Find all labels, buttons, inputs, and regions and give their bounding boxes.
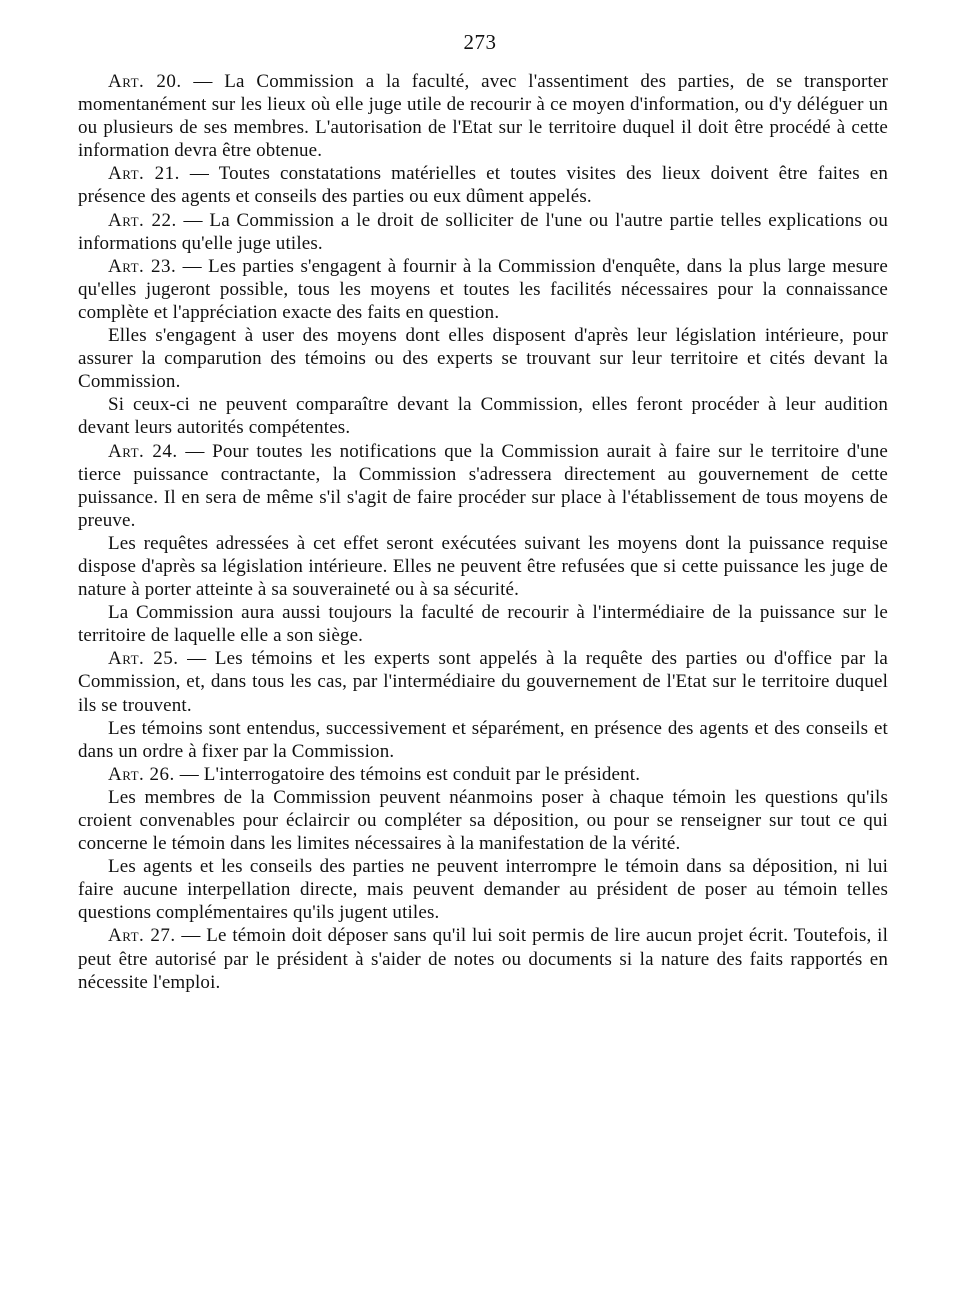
paragraph-art-24-c xyxy=(78,601,888,647)
paragraph-text: — Pour toutes les notifications que la Commission aurait à faire sur le territoire d'une tierce puissance contractante, la Commission s'adressera directement au gouvernement de cette puissance. Il en sera de même s'il s'agit de faire procéder sur place à l'établissement de tous moyens de preuve. xyxy=(78,440,888,531)
paragraph-art-26-b xyxy=(78,786,888,855)
paragraph-art-20 xyxy=(78,70,888,162)
paragraph-art-25 xyxy=(78,647,888,716)
article-label: Art. 20. xyxy=(108,71,182,92)
paragraph-art-23-c xyxy=(78,393,888,439)
article-label: Art. 24. xyxy=(108,440,178,462)
paragraph-art-26-c xyxy=(78,855,888,924)
paragraph-text: Les agents et les conseils des parties ne peuvent interrompre le témoin dans sa déposition, ni lui faire aucune interpellation directe, mais peuvent demander au président de poser au témoin telles questions complémentaires qu'ils jugent utiles. xyxy=(78,856,888,924)
paragraph-text: Elles s'engagent à user des moyens dont elles disposent d'après leur législation intérieure, pour assurer la comparution des témoins ou des experts se trouvant sur leur territoire et cités devant la Commission. xyxy=(78,325,888,393)
paragraph-text: La Commission aura aussi toujours la faculté de recourir à l'intermédiaire de la puissance sur le territoire de laquelle elle a son siège. xyxy=(78,602,888,647)
article-label: Art. 21. xyxy=(108,163,180,185)
paragraph-art-24 xyxy=(78,440,888,532)
article-label: Art. 26. xyxy=(108,763,175,785)
paragraph-text: — Le témoin doit déposer sans qu'il lui soit permis de lire aucun projet écrit. Toutefois, il peut être autorisé par le président à s'aider de notes ou documents si la nature des faits rapportés en nécessite l'emploi. xyxy=(78,925,888,993)
paragraph-text: — La Commission a le droit de solliciter de l'une ou l'autre partie telles explications ou informations qu'elle juge utiles. xyxy=(78,209,888,254)
paragraph-art-23-b xyxy=(78,324,888,393)
paragraph-art-21 xyxy=(78,162,888,208)
article-label: Art. 23. xyxy=(108,255,177,277)
paragraph-text: — Toutes constatations matérielles et toutes visites des lieux doivent être faites en présence des agents et conseils des parties ou eux dûment appelés. xyxy=(78,163,888,208)
paragraph-art-25-b xyxy=(78,717,888,763)
paragraph-art-26 xyxy=(78,763,888,786)
article-label: Art. 27. xyxy=(108,925,176,947)
body-text xyxy=(78,70,888,994)
paragraph-text: Les membres de la Commission peuvent néanmoins poser à chaque témoin les questions qu'ils croient convenables pour éclaircir ou compléter sa déposition, ou pour se renseigner sur tout ce qui concerne le témoin dans les limites nécessaires à la manifestation de la vérité. xyxy=(78,786,888,855)
article-label: Art. 25. xyxy=(108,648,179,670)
paragraph-text: Les requêtes adressées à cet effet seront exécutées suivant les moyens dont la puissance requise dispose d'après sa législation intérieure. Elles ne peuvent être refusées que si cette puissance les juge de nature à porter atteinte à sa souveraineté ou à sa sécurité. xyxy=(78,532,888,601)
paragraph-art-23 xyxy=(78,255,888,324)
paragraph-text: Les témoins sont entendus, successivement et séparément, en présence des agents et des conseils et dans un ordre à fixer par la Commission. xyxy=(78,717,888,762)
paragraph-text: — L'interrogatoire des témoins est conduit par le président. xyxy=(179,763,641,785)
paragraph-art-24-b xyxy=(78,532,888,601)
paragraph-text: — La Commission a la faculté, avec l'assentiment des parties, de se transporter momentanément sur les lieux où elle juge utile de recourir à ce moyen d'information, ou d'y déléguer un ou plusieurs de ses membres. L'autorisation de l'Etat sur le territoire duquel il doit être procédé à cette information devra être obtenue. xyxy=(78,71,889,162)
paragraph-text: Si ceux-ci ne peuvent comparaître devant la Commission, elles feront procéder à leur audition devant leurs autorités compétentes. xyxy=(78,394,888,439)
paragraph-text: — Les témoins et les experts sont appelés à la requête des parties ou d'office par la Commission, et, dans tous les cas, par l'intermédiaire du gouvernement de l'Etat sur le territoire duquel ils se trouvent. xyxy=(78,648,888,716)
paragraph-art-27 xyxy=(78,924,888,993)
paragraph-text: — Les parties s'engagent à fournir à la Commission d'enquête, dans la plus large mesure qu'elles jugeront possible, tous les moyens et toutes les facilités nécessaires pour la connaissance complète et l'appréciation exacte des faits en question. xyxy=(78,255,888,323)
article-label: Art. 22. xyxy=(108,209,177,231)
paragraph-art-22 xyxy=(78,209,888,255)
page-number: 273 xyxy=(463,30,497,54)
